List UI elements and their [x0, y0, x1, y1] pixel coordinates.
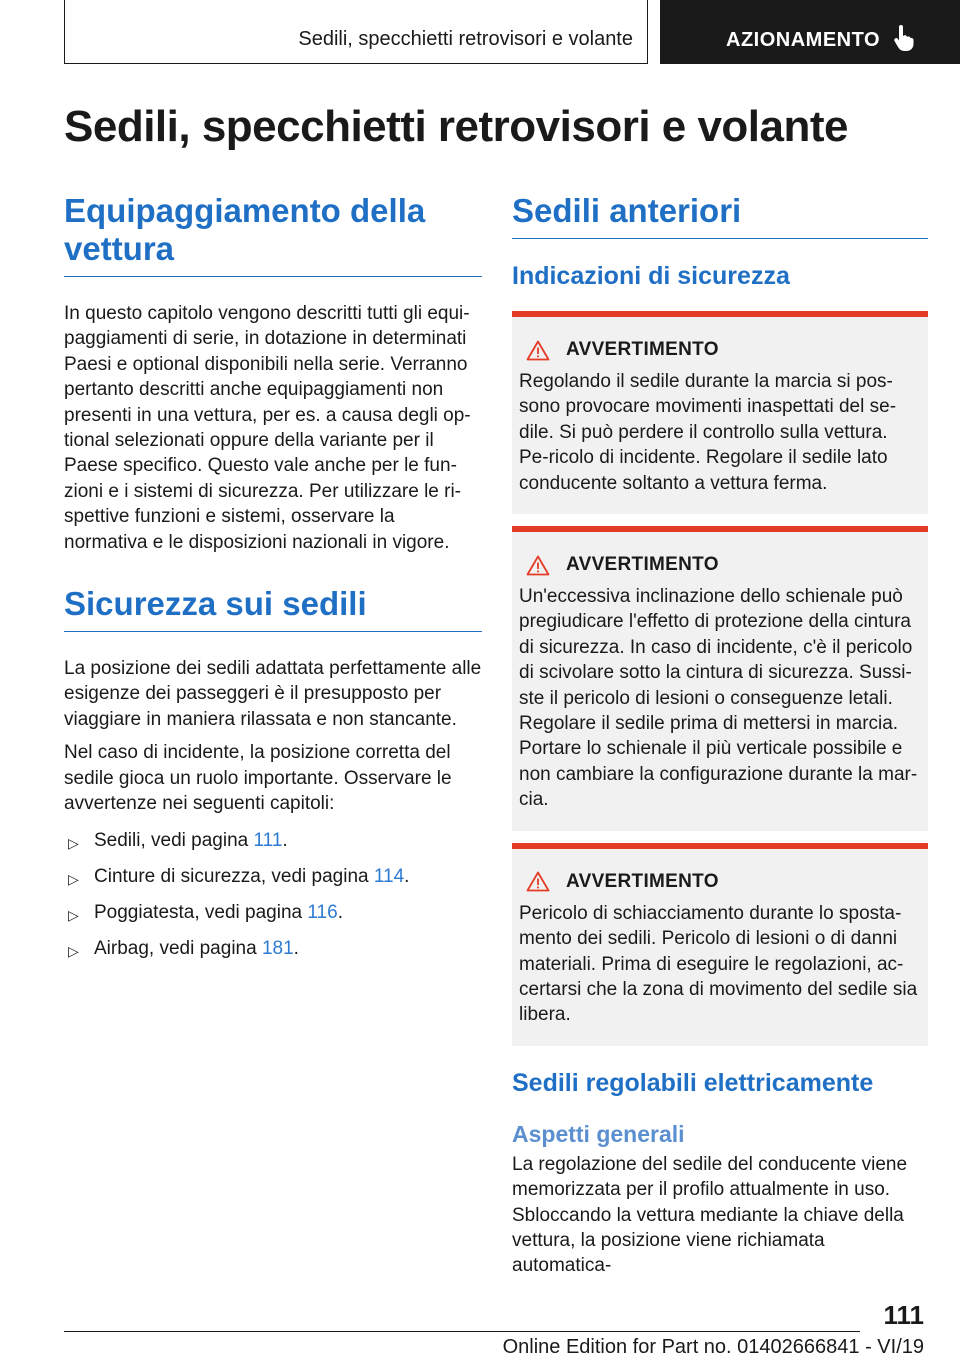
hand-pointer-icon	[892, 24, 914, 52]
warning-box-3	[512, 843, 928, 1046]
list-item: ▷ Poggiatesta, vedi pagina 116.	[64, 900, 482, 925]
page-title: Sedili, specchietti retrovisori e volante	[64, 102, 849, 151]
warning-label: AVVERTIMENTO	[566, 554, 719, 576]
page-link-116[interactable]: 116	[307, 901, 338, 923]
warning-text: Pericolo di schiacciamento durante lo sposta-mento dei sedili. Pericolo di lesioni o di danni materiali. Prima di eseguire le regolazioni, ac-certarsi che la zona di movimento del sedile sia libera.	[519, 902, 918, 1026]
sicurezza-paragraph-1: La posizione dei sedili adattata perfettamente alle esigenze dei passeggeri è il presupposto per viaggiare in maniera rilassata e non stancante.	[64, 658, 482, 730]
list-item: ▷ Airbag, vedi pagina 181.	[64, 936, 482, 961]
aspetti-generali-paragraph: La regolazione del sedile del conducente viene memorizzata per il profilo attualmente in uso. Sbloccando la vettura mediante la chiave della vettura, la posizione viene richiamata automatica-	[512, 1153, 908, 1277]
header-section-box	[64, 0, 648, 64]
subheading-aspetti-generali: Aspetti generali	[512, 1120, 685, 1147]
page-link-114[interactable]: 114	[373, 865, 405, 887]
footer-divider	[64, 1331, 860, 1332]
list-item: ▷ Sedili, vedi pagina 111.	[64, 828, 482, 853]
header-chapter-tab[interactable]	[660, 0, 960, 64]
section-heading-equipaggiamento: Equipaggiamento della vettura	[64, 192, 482, 277]
warning-triangle-icon	[526, 871, 550, 892]
warning-triangle-icon	[526, 555, 550, 576]
triangle-bullet-icon: ▷	[68, 834, 79, 851]
subheading-sedili-regolabili: Sedili regolabili elettricamente	[512, 1068, 874, 1097]
triangle-bullet-icon: ▷	[68, 942, 79, 959]
section-heading-sicurezza: Sicurezza sui sedili	[64, 585, 482, 632]
right-column	[512, 192, 928, 1279]
equipaggiamento-paragraph: In questo capitolo vengono descritti tutti gli equi-paggiamenti di serie, in dotazione in determinati Paesi e optional disponibili nella serie. Verranno pertanto descritti anche equipaggiamenti non presenti in una vettura, per es. a causa degli op-tional selezionati oppure della variante per il Paese specifico. Questo vale anche per le fun-zioni e i sistemi di sicurezza. Per utilizzare le ri-spettive funzioni e sistemi, osservare la normativa e le disposizioni nazionali in vigore.	[64, 303, 471, 553]
page-link-181[interactable]: 181	[261, 937, 294, 959]
subheading-indicazioni-sicurezza: Indicazioni di sicurezza	[512, 262, 790, 290]
warning-triangle-icon	[526, 340, 550, 361]
triangle-bullet-icon: ▷	[68, 906, 79, 923]
page-link-111[interactable]: 111	[253, 829, 283, 851]
warning-box-2	[512, 526, 928, 831]
warning-box-1	[512, 311, 928, 514]
footer-edition: Online Edition for Part no. 01402666841 - VI/19	[502, 1336, 924, 1358]
left-column	[64, 192, 482, 972]
warning-label: AVVERTIMENTO	[566, 870, 719, 892]
page-number: 111	[883, 1300, 924, 1330]
warning-label: AVVERTIMENTO	[566, 339, 719, 360]
header-chapter-label: AZIONAMENTO	[726, 29, 881, 51]
header-section-title: Sedili, specchietti retrovisori e volante	[298, 28, 633, 50]
warning-text: Regolando il sedile durante la marcia si pos-sono provocare movimenti inaspettati del se-dile. Si può perdere il controllo sulla vettura. Pe-ricolo di incidente. Regolare il sedile lato conducente soltanto a vettura ferma.	[519, 371, 897, 494]
warning-text: Un'eccessiva inclinazione dello schienale può pregiudicare l'effetto di protezione della cintura di sicurezza. In caso di incidente, c'è il pericolo di scivolare sotto la cintura di sicurezza. Sussi-ste il pericolo di lesioni o conseguenze letali. Regolare il sedile prima di mettersi in marcia. Portare lo schienale il più verticale possibile e non cambiare la configurazione durante la mar-cia.	[519, 586, 918, 811]
list-item: ▷ Cinture di sicurezza, vedi pagina 114.	[64, 864, 482, 889]
section-heading-sedili-anteriori: Sedili anteriori	[512, 192, 928, 239]
sicurezza-paragraph-2: Nel caso di incidente, la posizione corretta del sedile gioca un ruolo importante. Osservare le avvertenze nei seguenti capitoli:	[64, 742, 452, 815]
triangle-bullet-icon: ▷	[68, 870, 79, 887]
chapter-link-list	[64, 828, 482, 961]
